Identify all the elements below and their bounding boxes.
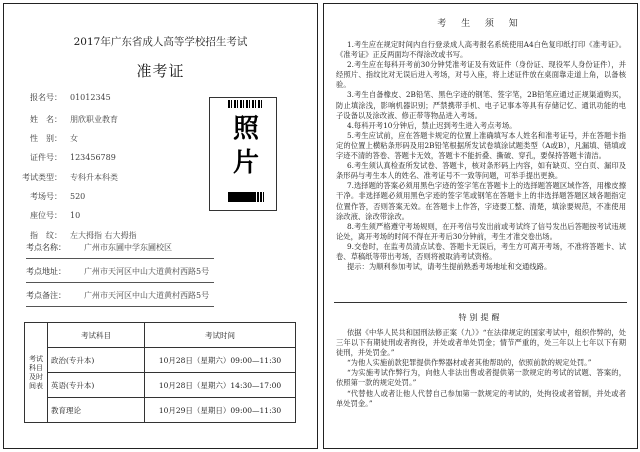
notice-item: 7.选择题的答案必须用黑色字迹的签字笔在答题卡上的选择题答题区域作答，用橡皮擦干净。非选择题必须用黑色字迹的签字笔或钢笔在答题卡上的非选择题答题区域各题指定位置作答，否则答案无效。在答题卡上作答，字迹要工整、清楚，填涂要规范，不准使用涂改液、涂改带涂改。	[336, 181, 626, 221]
schedule-time: 10月29日（星期日）09:00—11:30	[145, 398, 296, 423]
reminder-item: “代替他人或者让他人代替自己参加第一款规定的考试的，处拘役或者管制，并处或者单处罚金。”	[336, 388, 626, 408]
special-reminder-list	[336, 328, 626, 409]
notice-title: 考 生 须 知	[437, 19, 524, 29]
field-id-no: 证件号： 123456789	[30, 153, 116, 162]
schedule-subject: 英语(专升本)	[48, 373, 145, 398]
reminder-item: 依据《中华人民共和国刑法修正案（九）》“在法律规定的国家考试中，组织作弊的，处三年以下有期徒刑或者拘役，并处或者单处罚金；情节严重的，处三年以上七年以下有期徒刑，并处罚金。”	[336, 328, 626, 358]
notice-list	[336, 40, 626, 272]
field-seat-no: 座位号： 10	[30, 211, 81, 220]
table-row	[25, 373, 296, 398]
exam-schedule-table	[24, 322, 296, 423]
field-test-center-note: 考点备注： 广州市天河区中山大道黄村西路5号	[26, 290, 214, 307]
schedule-time: 10月28日（星期六）14:30—17:00	[145, 373, 296, 398]
schedule-subject: 政治(专升本)	[48, 348, 145, 373]
admission-card-left	[3, 3, 318, 449]
schedule-header-time: 考试时间	[145, 323, 296, 348]
photo-label: 照片	[232, 114, 259, 178]
photo-placeholder	[228, 112, 264, 190]
barcode-top-graphic	[228, 100, 264, 108]
special-reminder-title: 特别提醒	[458, 313, 503, 322]
notice-item: 3.考生自备橡皮、2B铅笔、黑色字迹的钢笔、签字笔，2B铅笔应通过正规渠道购买，防止填涂浅，影响机器识别；严禁携带手机、电子记事本等具有存储记忆、通讯功能的电子设备以及涂改液、修正带等物品进入考场。	[336, 90, 626, 120]
notice-item: 9.交卷时，在监考员清点试卷、答题卡无误后，考生方可离开考场，不准将答题卡、试卷、草稿纸等带出考场，否则将被取消考试资格。	[336, 241, 626, 261]
admission-card-right	[323, 3, 638, 449]
exam-title: 2017年广东省成人高等学校招生考试	[73, 36, 248, 48]
schedule-header-row	[25, 323, 296, 348]
field-exam-type: 考试类型： 专科升本科类	[22, 173, 118, 182]
field-test-center-name: 考点名称： 广州市东圃中学东圃校区	[26, 242, 214, 259]
photo-box	[209, 97, 277, 211]
field-name: 姓 名： 朋欣职业教育	[30, 115, 118, 124]
schedule-header-subject: 考试科目	[48, 323, 145, 348]
field-fingerprint: 指 纹： 左大拇指 右大拇指	[30, 231, 137, 240]
reminder-item: “为实施考试作弊行为，向他人非法出售或者提供第一款规定的考试的试题、答案的，依照第一款的规定处罚。”	[336, 368, 626, 388]
notice-item: 8.考生须严格遵守考场规则，在开考信号发出前或考试终了信号发出后答题按考试违规论处，离开考场的时间不得在开考后30分钟前，考生才准交卷出场。	[336, 221, 626, 241]
field-room-no: 考场号： 520	[30, 192, 86, 201]
schedule-subject: 教育理论	[48, 398, 145, 423]
barcode-bottom-graphic	[228, 192, 264, 202]
section-divider	[334, 302, 627, 303]
notice-item: 4.每科开考10分钟后，禁止迟到考生进入考点考场。	[346, 120, 517, 130]
notice-item: 6.考生须认真检查所发试卷、答题卡，核对条形码上内容，如有缺页、空白页、漏印及条形码与考生本人的姓名、准考证号不一致等问题，可举手提出更换。	[336, 161, 626, 181]
notice-item: 5.考生应试前，应在答题卡规定的位置上准确填写本人姓名和准考证号，并在答题卡指定的位置上横粘条形码及用2B铅笔根据所发试卷填涂试题类型（A或B），凡漏填、错填或字迹不清的答卷、答题卡无效，答题卡不能折叠、撕破、穿孔，要保持答题卡清洁。	[336, 130, 626, 161]
notice-item: 1.考生应在规定时间内自行登录成人高考报名系统使用A4白色复印纸打印《准考证》。《准考证》正反两面均不得涂改或书写。	[336, 40, 626, 60]
reminder-item: “为他人实施前款犯罪提供作弊器材或者其他帮助的，依照前款的规定处罚。”	[346, 358, 592, 368]
schedule-time: 10月28日（星期六）09:00—11:30	[145, 348, 296, 373]
field-registration-no: 报名号： 01012345	[30, 93, 111, 102]
schedule-side-label: 考试科目及时间表	[25, 323, 48, 423]
field-gender: 性 别： 女	[30, 134, 78, 143]
card-title: 准考证	[136, 62, 185, 80]
notice-tip: 提示：为顺利参加考试，请考生提前熟悉考场地址和交通线路。	[346, 262, 552, 272]
table-row	[25, 398, 296, 423]
notice-item: 2.考生应在每科开考前30分钟凭准考证及有效证件（身份证、现役军人身份证件），并经照片、指纹比对无误后进入考场，对号入座，将上述证件放在桌面靠走道上角，以备核验。	[336, 60, 626, 90]
field-test-center-address: 考点地址： 广州市天河区中山大道黄村西路5号	[26, 266, 214, 283]
table-row	[25, 348, 296, 373]
